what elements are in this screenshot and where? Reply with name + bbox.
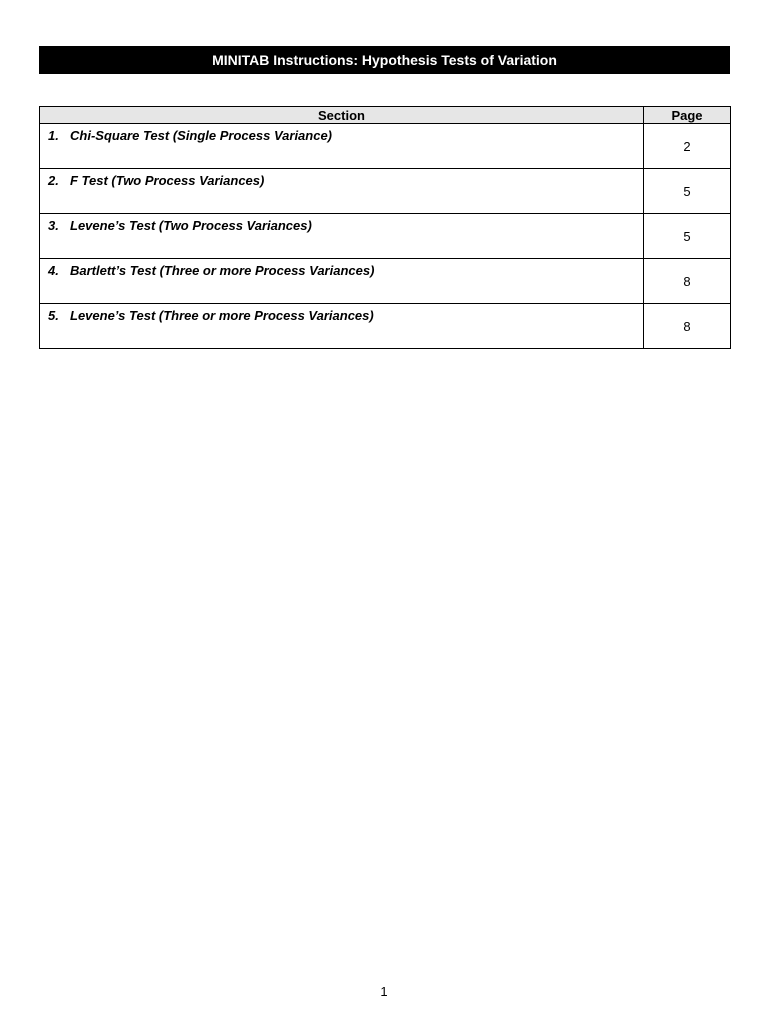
- table-row: [40, 169, 731, 214]
- entry-title: Levene’s Test (Three or more Process Variances): [70, 308, 374, 323]
- entry-title: Levene’s Test (Two Process Variances): [70, 218, 312, 233]
- entry-number: 3.: [48, 218, 59, 233]
- page-cell: 2: [644, 124, 731, 169]
- entry-number: 2.: [48, 173, 59, 188]
- table-header-row: [40, 107, 731, 124]
- entry-title: F Test (Two Process Variances): [70, 173, 265, 188]
- entry-title: Chi-Square Test (Single Process Variance): [70, 128, 333, 143]
- page-cell: 5: [644, 214, 731, 259]
- section-cell: [40, 214, 644, 259]
- entry-title: Bartlett’s Test (Three or more Process Variances): [70, 263, 375, 278]
- page-number: 1: [380, 984, 388, 999]
- section-column-header: Section: [40, 107, 644, 124]
- entry-number: 4.: [48, 263, 59, 278]
- section-cell: [40, 304, 644, 349]
- entry-number: 5.: [48, 308, 59, 323]
- table-row: [40, 259, 731, 304]
- page-cell: 5: [644, 169, 731, 214]
- section-cell: [40, 259, 644, 304]
- table-row: [40, 214, 731, 259]
- page-column-header: Page: [644, 107, 731, 124]
- document-title: [39, 46, 730, 74]
- entry-number: 1.: [48, 128, 59, 143]
- page-cell: 8: [644, 304, 731, 349]
- table-row: [40, 304, 731, 349]
- table-row: [40, 124, 731, 169]
- section-cell: [40, 169, 644, 214]
- document-title-text: MINITAB Instructions: Hypothesis Tests of Variation: [212, 52, 557, 68]
- section-cell: [40, 124, 644, 169]
- page-cell: 8: [644, 259, 731, 304]
- table-of-contents: [39, 106, 731, 349]
